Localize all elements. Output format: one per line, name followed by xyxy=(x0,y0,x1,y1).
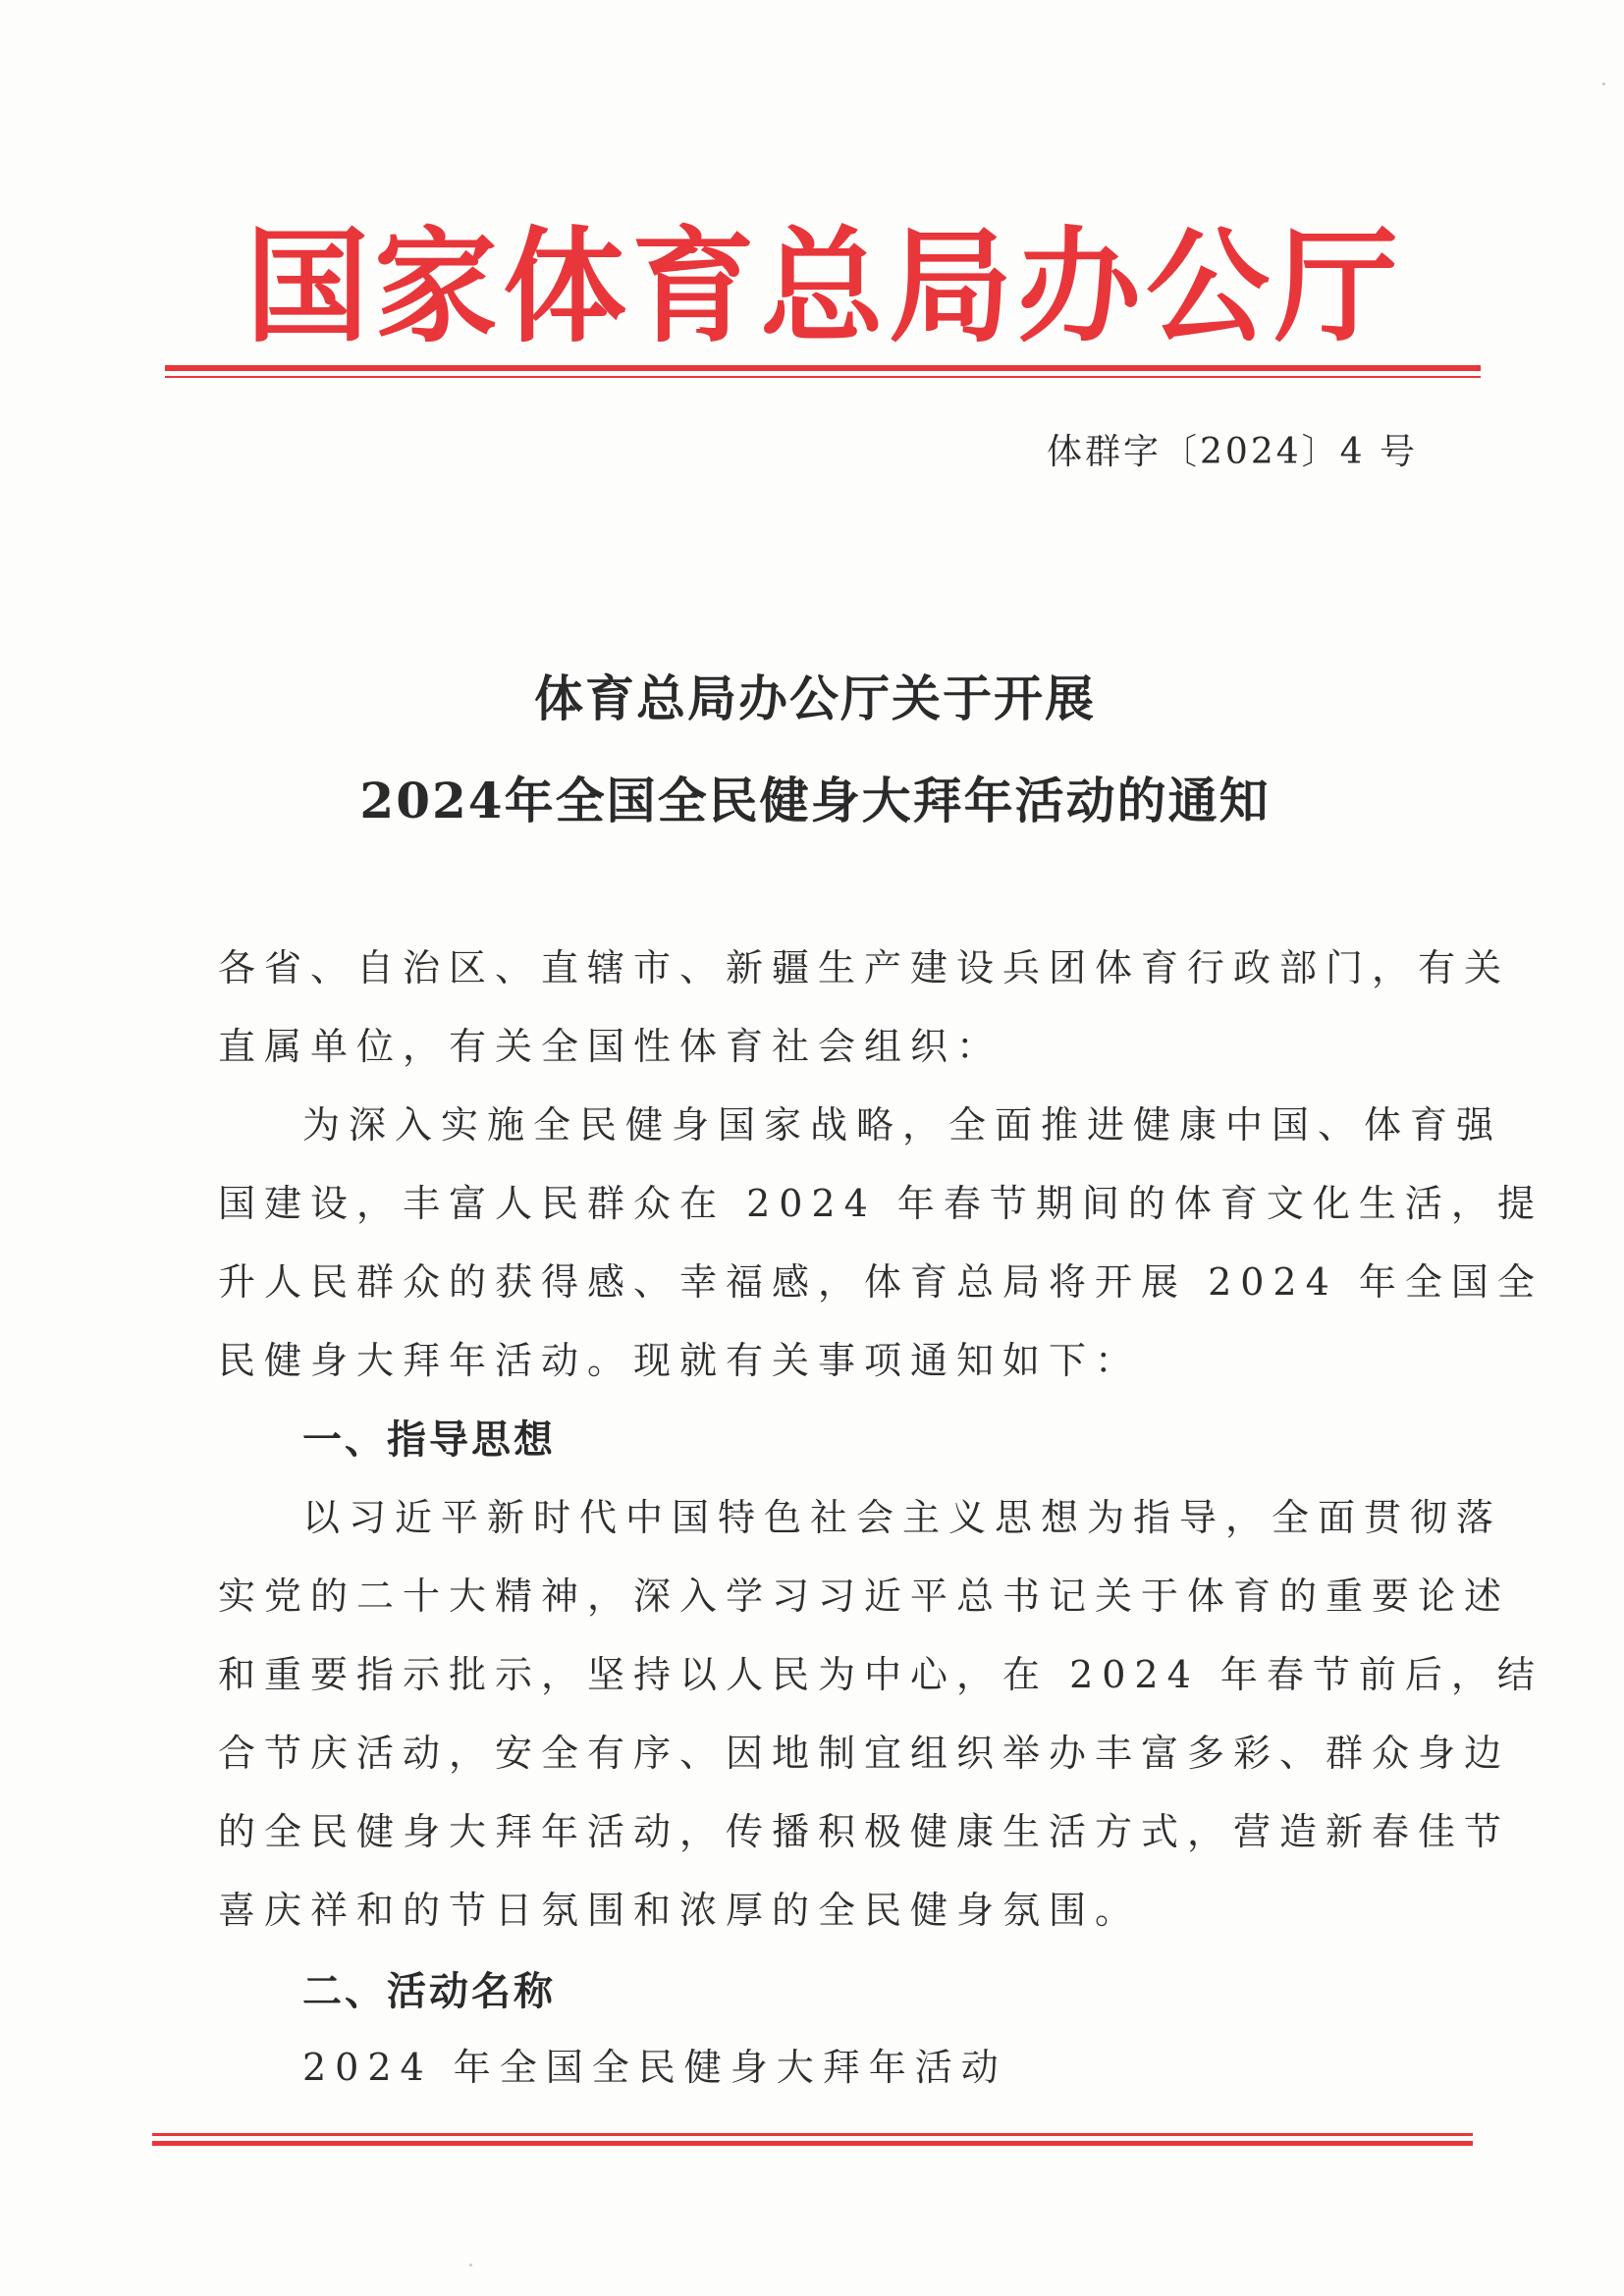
title-line-2: 2024年全国全民健身大拜年活动的通知 xyxy=(359,772,1271,829)
intro-line-1: 为深入实施全民健身国家战略，全面推进健康中国、体育强 xyxy=(302,1103,1503,1147)
title-line-1: 体育总局办公厅关于开展 xyxy=(534,669,1096,727)
section-1-line-2: 实党的二十大精神，深入学习习近平总书记关于体育的重要论述 xyxy=(218,1575,1511,1618)
masthead-org-name: 国家体育总局办公厅 xyxy=(245,214,1403,359)
scan-speck xyxy=(1602,82,1605,85)
section-2-heading: 二、活动名称 xyxy=(302,1969,556,2014)
recipients-line-2: 直属单位，有关全国性体育社会组织： xyxy=(218,1025,1003,1068)
recipients-line-1: 各省、自治区、直辖市、新疆生产建设兵团体育行政部门，有关 xyxy=(218,946,1511,989)
footer-rule-top xyxy=(152,2133,1473,2136)
footer-rule-bottom xyxy=(152,2141,1473,2146)
scan-speck xyxy=(469,2264,472,2267)
section-1-heading: 一、指导思想 xyxy=(302,1417,556,1463)
masthead-rule-bottom xyxy=(165,376,1481,378)
section-1-line-6: 喜庆祥和的节日氛围和浓厚的全民健身氛围。 xyxy=(218,1889,1142,1932)
section-1-line-3: 和重要指示批示，坚持以人民为中心，在 2024 年春节前后，结 xyxy=(218,1653,1543,1696)
section-1-line-5: 的全民健身大拜年活动，传播积极健康生活方式，营造新春佳节 xyxy=(218,1810,1511,1853)
document-number: 体群字〔2024〕4 号 xyxy=(1047,432,1418,472)
masthead-rule-top xyxy=(165,365,1481,371)
intro-line-4: 民健身大拜年活动。现就有关事项通知如下： xyxy=(218,1339,1142,1382)
intro-line-2: 国建设，丰富人民群众在 2024 年春节期间的体育文化生活，提 xyxy=(218,1182,1543,1225)
intro-line-3: 升人民群众的获得感、幸福感，体育总局将开展 2024 年全国全 xyxy=(218,1260,1543,1304)
section-2-text: 2024 年全国全民健身大拜年活动 xyxy=(302,2046,1007,2089)
section-1-line-4: 合节庆活动，安全有序、因地制宜组织举办丰富多彩、群众身边 xyxy=(218,1732,1511,1775)
section-1-line-1: 以习近平新时代中国特色社会主义思想为指导，全面贯彻落 xyxy=(302,1496,1503,1539)
